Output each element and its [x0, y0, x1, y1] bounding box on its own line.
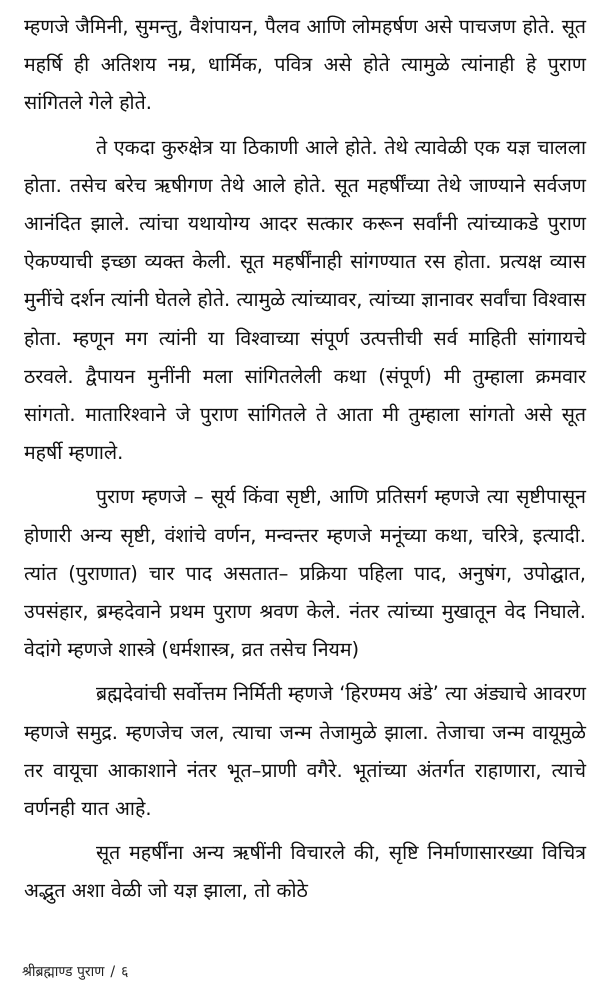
paragraph-hiranmaya-anda: ब्रह्मदेवांची सर्वोत्तम निर्मिती म्हणजे ‘हिरण्मय अंडे’ त्या अंड्याचे आवरण म्हणजे समुद्र. म्हणजेच जल, त्याचा जन्म तेजामुळे झाला. तेजाचा जन्म वायूमुळे तर वायूचा आकाशाने नंतर भूत–प्राणी वगैरे. भूतांच्या अंतर्गत राहाणारा, त्याचे वर्णनही यात आहे. [24, 682, 586, 821]
paragraph-kurukshetra: ते एकदा कुरुक्षेत्र या ठिकाणी आले होते. तेथे त्यावेळी एक यज्ञ चालला होता. तसेच बरेच ऋषीगण तेथे आले होते. सूत महर्षींच्या तेथे जाण्याने सर्वजण आनंदित झाले. त्यांचा यथायोग्य आदर सत्कार करून सर्वांनी त्यांच्याकडे पुराण ऐकण्याची इच्छा व्यक्त केली. सूत महर्षींनाही सांगण्यात रस होता. प्रत्यक्ष व्यास मुनींचे दर्शन त्यांनी घेतले होते. त्यामुळे त्यांच्यावर, त्यांच्या ज्ञानावर सर्वांचा विश्वास होता. म्हणून मग त्यांनी या विश्वाच्या संपूर्ण उत्पत्तीची सर्व माहिती सांगायचे ठरवले. द्वैपायन मुनींनी मला सांगितलेली कथा (संपूर्ण) मी तुम्हाला क्रमवार सांगतो. मातारिश्वाने जे पुराण सांगितले ते आता मी तुम्हाला सांगतो असे सूत महर्षी म्हणाले. [24, 135, 586, 465]
paragraph-purana-definition: पुराण म्हणजे – सूर्य किंवा सृष्टी, आणि प्रतिसर्ग म्हणजे त्या सृष्टीपासून होणारी अन्य सृष्टी, वंशांचे वर्णन, मन्वन्तर म्हणजे मनूंच्या कथा, चरित्रे, इत्यादी. त्यांत (पुराणात) चार पाद असतात– प्रक्रिया पहिला पाद, अनुषंग, उपोद्घात, उपसंहार, ब्रम्हदेवाने प्रथम पुराण श्रवण केले. नंतर त्यांच्या मुखातून वेद निघाले. वेदांगे म्हणजे शास्त्रे (धर्मशास्त्र, व्रत तसेच नियम) [24, 485, 586, 662]
paragraph-rishi-question: सूत महर्षींना अन्य ऋषींनी विचारले की, सृष्टि निर्माणासारख्या विचित्र अद्भुत अशा वेळी जो यज्ञ झाला, तो कोठे [24, 841, 586, 903]
book-title: श्रीब्रह्माण्ड पुराण [22, 964, 105, 980]
paragraph-continued: म्हणजे जैमिनी, सुमन्तु, वैशंपायन, पैलव आणि लोमहर्षण असे पाचजण होते. सूत महर्षि ही अतिशय नम्र, धार्मिक, पवित्र असे होते त्यामुळे त्यांनाही हे पुराण सांगितले गेले होते. [24, 15, 586, 115]
footer-separator: / [110, 964, 116, 980]
page-footer [22, 962, 128, 981]
page-number: ६ [121, 964, 129, 980]
